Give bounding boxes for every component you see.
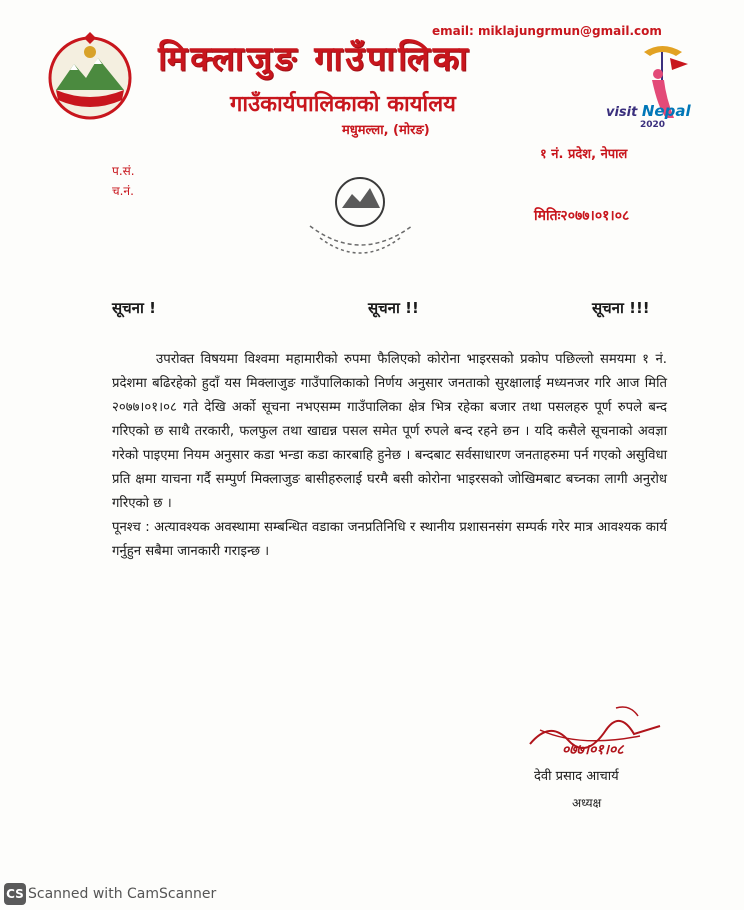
province-label: १ नं. प्रदेश, नेपाल: [540, 147, 628, 162]
municipality-title: मिक्लाजुङ गाउँपालिका: [158, 39, 471, 79]
camscanner-logo-icon: CS: [4, 883, 26, 905]
government-emblem-icon: [44, 30, 136, 122]
reference-ps-label: प.सं.: [112, 164, 135, 178]
notice-heading-3: सूचना !!!: [592, 299, 650, 317]
office-address: मधुमल्ला, (मोरङ): [342, 123, 430, 138]
notice-paragraph: उपरोक्त विषयमा विश्वमा महामारीको रुपमा फैलिएको कोरोना भाइरसको प्रकोप पछिल्लो समयमा १ नं. प्रदेशमा बढिरहेको हुदाँ यस मिक्लाजुङ गाउँपालिकाको निर्णय अनुसार जनताको सुरक्षालाई मध्यनजर गरि आज मिति २०७७।०१।०८ गते देखि अर्को सूचना नभएसम्म गाउँपालिका क्षेत्र भित्र रहेका बजार तथा पसलहरु पूर्ण रुपले बन्द गरिएको छ साथै तरकारी, फलफुल तथा खाद्यन्न पसल समेत पूर्ण रुपले बन्द रहने छन । यदि कसैले सूचनाको अवज्ञा गरेको पाइएमा नियम अनुसार कडा भन्डा कडा कारबाहि हुनेछ । बन्दबाट सर्वसाधारण जनताहरुमा पर्न गएको असुविधा प्रति क्षमा याचना गर्दै सम्पुर्ण मिक्लाजुङ बासीहरुलाई घरमै बसी कोरोना भाइरसको जोखिमबाट बच्नका लागी अनुरोध गरिएको छ ।: [112, 352, 667, 511]
email-address: email: miklajungrmun@gmail.com: [432, 24, 662, 38]
visit-nepal-wordmark: visit Nepal: [606, 102, 691, 120]
office-stamp-icon: [300, 168, 420, 268]
notice-body: [112, 348, 667, 564]
reference-cn-label: च.नं.: [112, 184, 134, 198]
visit-nepal-year: 2020: [640, 120, 666, 130]
notice-heading-2: सूचना !!: [368, 299, 419, 317]
signatory-name: देवी प्रसाद आचार्य: [534, 769, 619, 784]
camscanner-watermark: [0, 878, 216, 910]
signature-date: ०७७।०१।०८: [562, 742, 624, 758]
notice-postscript: पूनश्च : अत्यावश्यक अवस्थामा सम्बन्धित वडाका जनप्रतिनिधि र स्थानीय प्रशासनसंग सम्पर्क गरेर मात्र आवश्यक कार्य गर्नुहुन सबैमा जानकारी गराइन्छ ।: [112, 520, 667, 559]
notice-heading-1: सूचना !: [112, 299, 156, 317]
signatory-title: अध्यक्ष: [572, 796, 602, 810]
camscanner-text: Scanned with CamScanner: [28, 886, 217, 902]
office-subtitle: गाउँकार्यपालिकाको कार्यालय: [230, 92, 456, 117]
notice-date: मितिः२०७७।०१।०८: [534, 208, 630, 224]
